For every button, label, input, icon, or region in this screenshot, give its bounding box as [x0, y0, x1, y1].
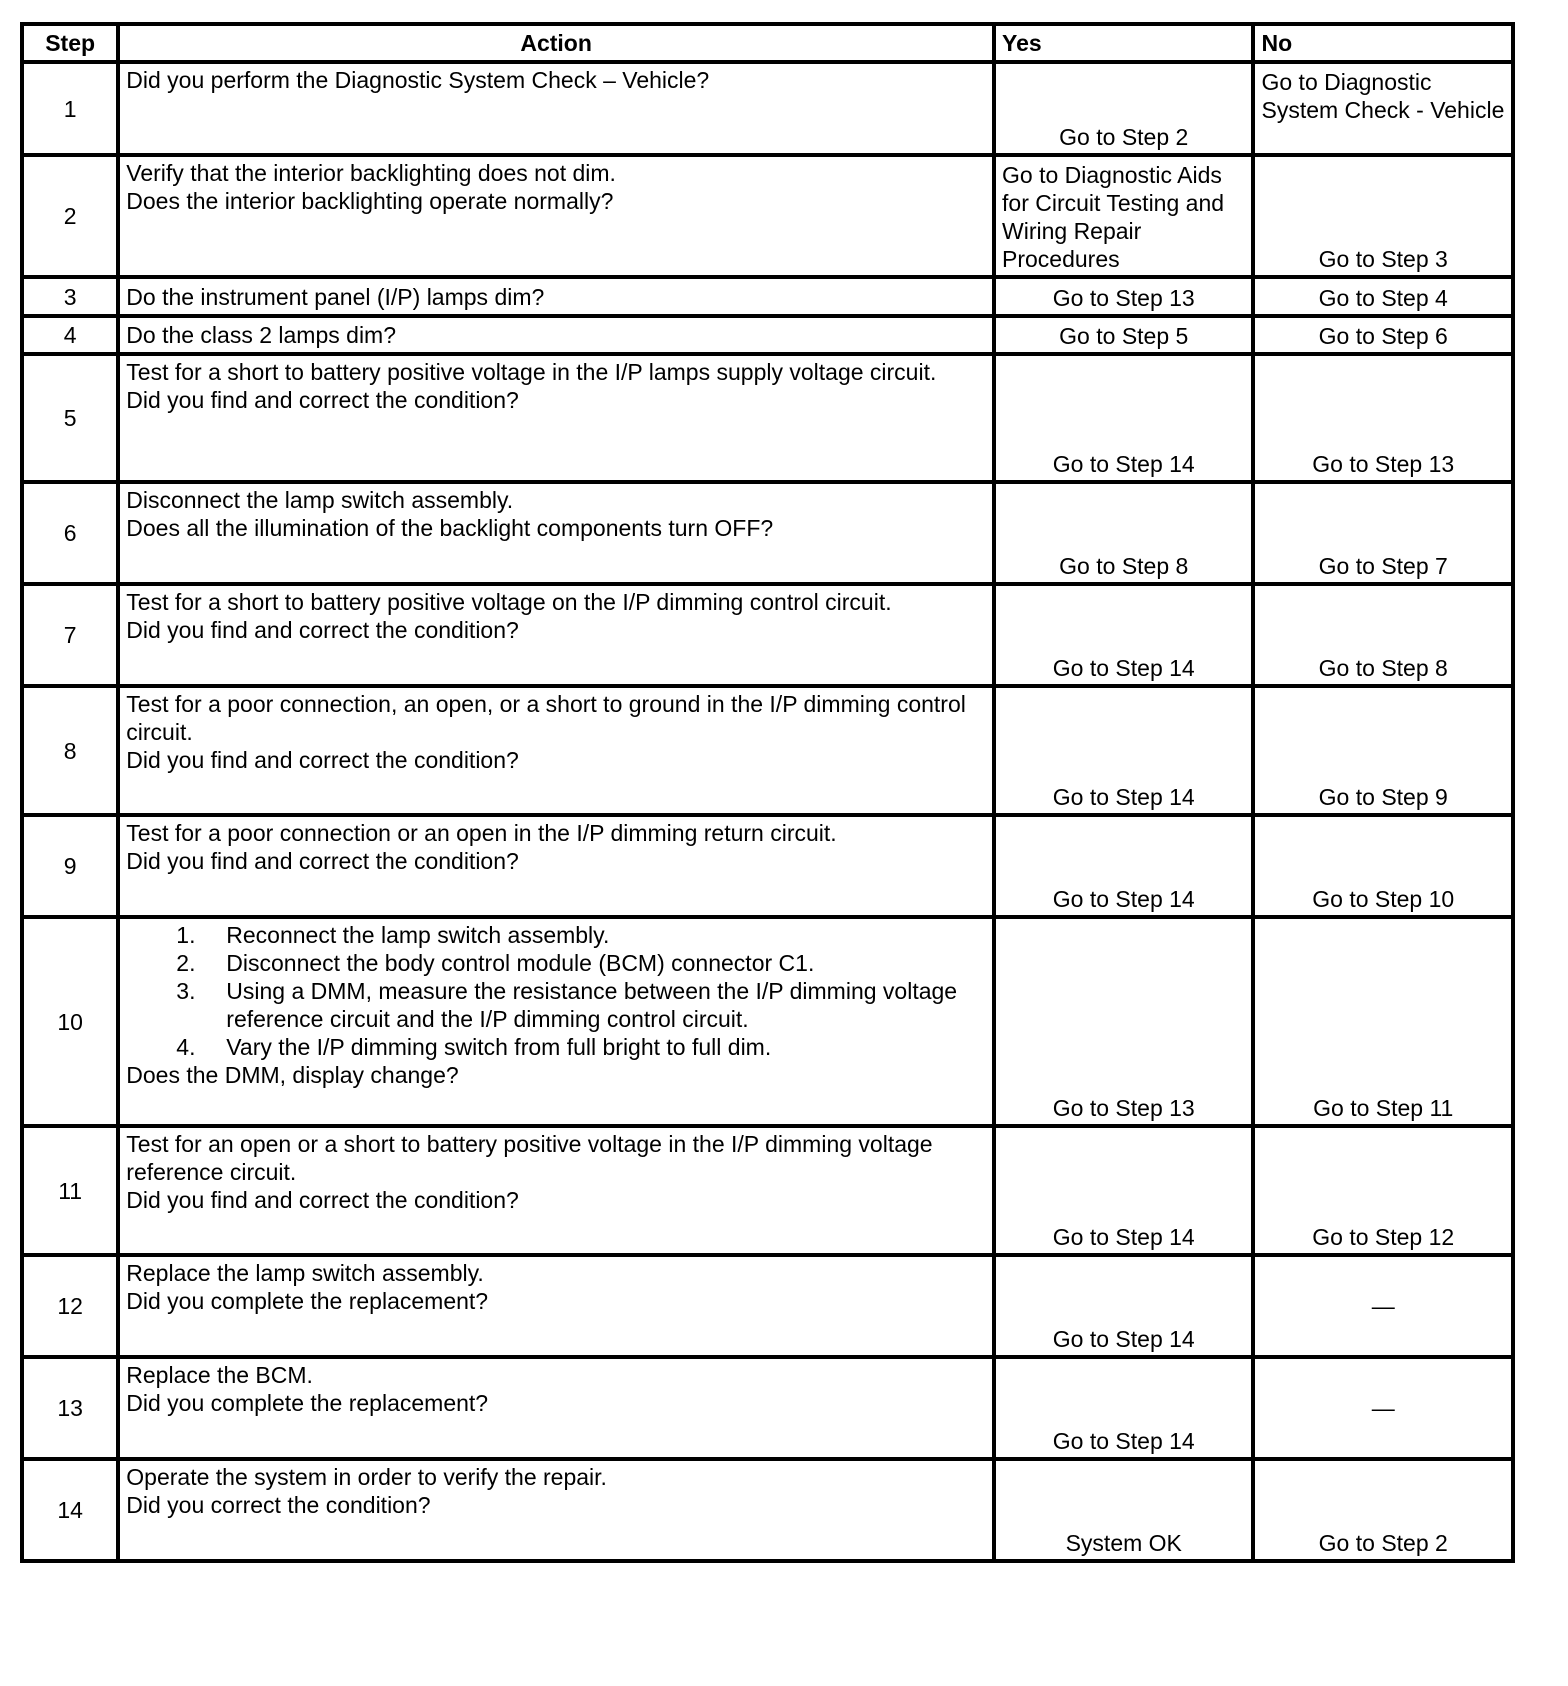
table-row — [22, 354, 1513, 482]
yes-result: Go to Step 13 — [994, 917, 1253, 1126]
action-cell — [118, 1357, 994, 1459]
no-result: Go to Step 6 — [1253, 316, 1513, 354]
table-row — [22, 155, 1513, 277]
yes-result: Go to Step 14 — [994, 354, 1253, 482]
yes-result: Go to Step 13 — [994, 277, 1253, 316]
step-number: 12 — [22, 1255, 118, 1357]
action-text: Operate the system in order to verify the repair. — [126, 1464, 607, 1490]
no-result: Go to Step 11 — [1253, 917, 1513, 1126]
no-result: Go to Step 13 — [1253, 354, 1513, 482]
diagnostic-table — [20, 22, 1515, 1563]
action-cell — [118, 482, 994, 584]
table-row — [22, 482, 1513, 584]
yes-result: Go to Step 14 — [994, 1357, 1253, 1459]
step-number: 8 — [22, 686, 118, 815]
action-text: Replace the BCM. — [126, 1362, 313, 1388]
table-row — [22, 917, 1513, 1126]
no-result: Go to Step 8 — [1253, 584, 1513, 686]
no-result: Go to Step 9 — [1253, 686, 1513, 815]
table-row — [22, 277, 1513, 316]
list-number: 3. — [176, 978, 196, 1004]
action-cell — [118, 62, 994, 155]
action-text: Did you perform the Diagnostic System Check – Vehicle? — [126, 67, 710, 93]
no-result: Go to Step 7 — [1253, 482, 1513, 584]
action-question: Did you find and correct the condition? — [126, 617, 519, 643]
step-number: 7 — [22, 584, 118, 686]
action-text: Do the instrument panel (I/P) lamps dim? — [118, 277, 994, 316]
table-row — [22, 1126, 1513, 1255]
list-text: Using a DMM, measure the resistance between the I/P dimming voltage reference circuit and the I/P dimming control circuit. — [226, 978, 958, 1032]
table-row — [22, 1357, 1513, 1459]
table-row — [22, 1459, 1513, 1561]
procedure-list — [126, 921, 986, 1061]
list-number: 2. — [176, 950, 196, 976]
action-question: Did you find and correct the condition? — [126, 747, 519, 773]
no-result: Go to Step 12 — [1253, 1126, 1513, 1255]
action-text: Test for a short to battery positive voltage in the I/P lamps supply voltage circuit. — [126, 359, 937, 385]
no-result: Go to Step 4 — [1253, 277, 1513, 316]
header-action: Action — [118, 24, 994, 62]
action-text: Test for a short to battery positive voltage on the I/P dimming control circuit. — [126, 589, 892, 615]
header-yes: Yes — [994, 24, 1253, 62]
step-number: 1 — [22, 62, 118, 155]
action-text: Disconnect the lamp switch assembly. — [126, 487, 514, 513]
action-question: Does the interior backlighting operate normally? — [126, 188, 614, 214]
yes-result: Go to Step 14 — [994, 686, 1253, 815]
yes-result: Go to Step 14 — [994, 1126, 1253, 1255]
action-question: Did you find and correct the condition? — [126, 387, 519, 413]
step-number: 11 — [22, 1126, 118, 1255]
action-cell — [118, 584, 994, 686]
step-number: 5 — [22, 354, 118, 482]
table-row — [22, 1255, 1513, 1357]
no-result: — — [1253, 1255, 1513, 1357]
header-row — [22, 24, 1513, 62]
list-text: Reconnect the lamp switch assembly. — [226, 922, 610, 948]
table-row — [22, 62, 1513, 155]
no-result: Go to Step 10 — [1253, 815, 1513, 917]
action-question: Did you find and correct the condition? — [126, 848, 519, 874]
action-cell — [118, 155, 994, 277]
list-number: 4. — [176, 1034, 196, 1060]
list-item — [176, 1033, 986, 1061]
action-question: Does all the illumination of the backlight components turn OFF? — [126, 515, 774, 541]
action-question: Did you find and correct the condition? — [126, 1187, 519, 1213]
yes-result: Go to Step 8 — [994, 482, 1253, 584]
list-number: 1. — [176, 922, 196, 948]
yes-result: Go to Step 14 — [994, 584, 1253, 686]
action-text: Verify that the interior backlighting does not dim. — [126, 160, 616, 186]
step-number: 13 — [22, 1357, 118, 1459]
action-question: Does the DMM, display change? — [126, 1062, 459, 1088]
no-result: — — [1253, 1357, 1513, 1459]
yes-result: Go to Step 14 — [994, 1255, 1253, 1357]
header-no: No — [1253, 24, 1513, 62]
yes-result: Go to Diagnostic Aids for Circuit Testing and Wiring Repair Procedures — [994, 155, 1253, 277]
table-row — [22, 686, 1513, 815]
action-cell — [118, 1126, 994, 1255]
action-cell — [118, 1459, 994, 1561]
action-text: Test for a poor connection or an open in the I/P dimming return circuit. — [126, 820, 837, 846]
action-question: Did you correct the condition? — [126, 1492, 431, 1518]
step-number: 10 — [22, 917, 118, 1126]
list-item — [176, 949, 986, 977]
action-cell — [118, 1255, 994, 1357]
yes-result: Go to Step 14 — [994, 815, 1253, 917]
action-question: Did you complete the replacement? — [126, 1390, 489, 1416]
header-step: Step — [22, 24, 118, 62]
action-cell — [118, 815, 994, 917]
step-number: 4 — [22, 316, 118, 354]
no-result: Go to Step 2 — [1253, 1459, 1513, 1561]
no-result: Go to Step 3 — [1253, 155, 1513, 277]
action-question: Did you complete the replacement? — [126, 1288, 489, 1314]
action-text: Test for an open or a short to battery positive voltage in the I/P dimming voltage reference circuit. — [126, 1131, 933, 1185]
table-row — [22, 316, 1513, 354]
yes-result: Go to Step 5 — [994, 316, 1253, 354]
action-text: Test for a poor connection, an open, or a short to ground in the I/P dimming control circuit. — [126, 691, 966, 745]
step-number: 2 — [22, 155, 118, 277]
action-cell — [118, 686, 994, 815]
action-cell — [118, 354, 994, 482]
list-text: Vary the I/P dimming switch from full bright to full dim. — [226, 1034, 772, 1060]
no-result: Go to Diagnostic System Check - Vehicle — [1253, 62, 1513, 155]
action-text: Replace the lamp switch assembly. — [126, 1260, 484, 1286]
action-cell — [118, 917, 994, 1126]
yes-result: Go to Step 2 — [994, 62, 1253, 155]
table-row — [22, 584, 1513, 686]
step-number: 9 — [22, 815, 118, 917]
step-number: 3 — [22, 277, 118, 316]
action-text: Do the class 2 lamps dim? — [118, 316, 994, 354]
step-number: 14 — [22, 1459, 118, 1561]
list-item — [176, 977, 986, 1033]
list-text: Disconnect the body control module (BCM) connector C1. — [226, 950, 815, 976]
yes-result: System OK — [994, 1459, 1253, 1561]
list-item — [176, 921, 986, 949]
step-number: 6 — [22, 482, 118, 584]
table-row — [22, 815, 1513, 917]
